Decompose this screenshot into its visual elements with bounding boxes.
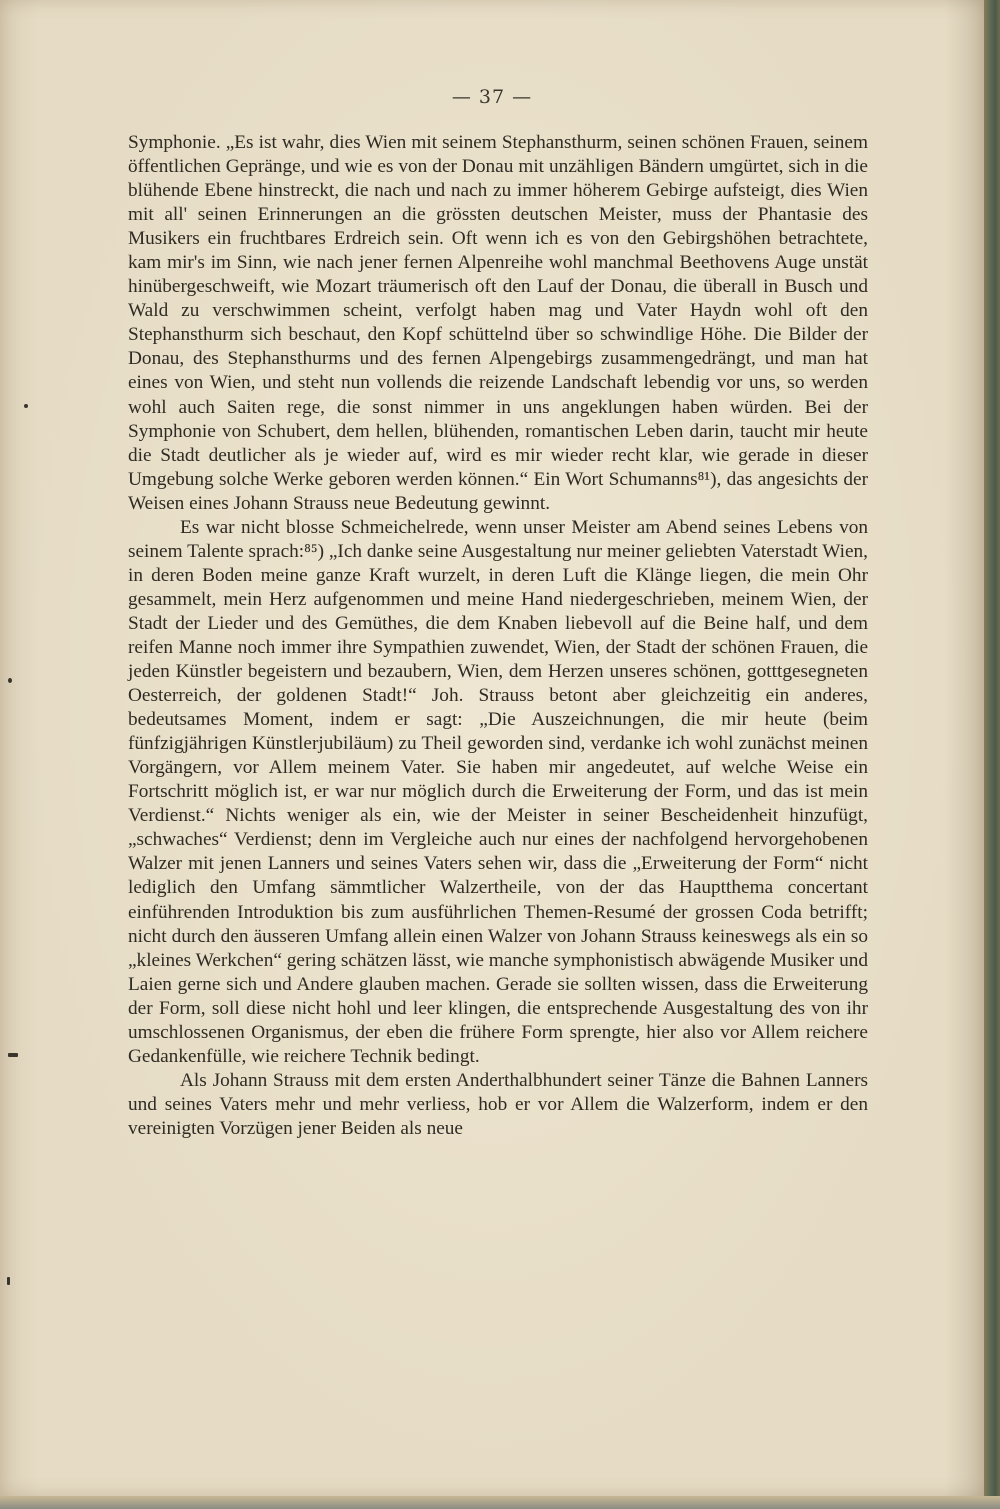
page-bottom-edge	[0, 1496, 1000, 1509]
paragraph: Als Johann Strauss mit dem ersten Anderthalbhundert seiner Tänze die Bahnen Lanners und seines Vaters mehr und mehr verliess, hob er vor Allem die Walzerform, indem er den vereinigten Vorzügen jener Beiden als neue	[128, 1069, 868, 1139]
margin-mark	[8, 678, 12, 683]
paragraph: Es war nicht blosse Schmeichelrede, wenn unser Meister am Abend seines Lebens von seinem Talente sprach:⁸⁵) „Ich danke seine Ausgestaltung nur meiner geliebten Vaterstadt Wien, in deren Boden meine ganze Kraft wurzelt, in deren Luft die Klänge liegen, die mein Ohr gesammelt, mein Herz aufgenommen und meine Hand niedergeschrieben, meinem Wien, der Stadt der Lieder und des Gemüthes, die dem Knaben liebevoll auf die Beine half, und dem reifen Manne noch immer ihre Sympathien zuwendet, Wien, der Stadt der schönen Frauen, die jeden Künstler begeistern und bezaubern, Wien, dem Herzen unseres schönen, gotttgesegneten Oesterreich, der goldenen Stadt!“ Joh. Strauss betont aber gleichzeitig ein anderes, bedeutsames Moment, indem er sagt: „Die Auszeichnungen, die mir heute (beim fünfzigjährigen Künstlerjubiläum) zu Theil geworden sind, verdanke ich wohl zunächst meinen Vorgängern, vor Allem meinem Vater. Sie haben mir angedeutet, auf welche Weise ein Fortschritt möglich ist, er war nur möglich durch die Erweiterung der Form, und das ist mein Verdienst.“ Nichts weniger als ein, wie der Meister in seiner Bescheidenheit hinzufügt, „schwaches“ Verdienst; denn im Vergleiche auch nur eines der nachfolgend hervorgehobenen Walzer mit jenen Lanners und seines Vaters sehen wir, dass die „Erweiterung der Form“ nicht lediglich den Umfang sämmtlicher Walzertheile, von der das Hauptthema concertant einführenden Introduktion bis zum ausführlichen Themen-Resumé der grossen Coda betrifft; nicht durch den äusseren Umfang allein einen Walzer von Johann Strauss keineswegs als ein so „kleines Werkchen“ gering schätzen lässt, wie manche symphonistisch abwägende Musiker und Laien gerne sich und Andere glauben machen. Gerade sie sollten wissen, dass die Erweiterung der Form, soll diese nicht hohl und leer klingen, die entsprechende Ausgestaltung des von ihr umschlossenen Organismus, der eben die frühere Form sprengte, hier also vor Allem reichere Gedankenfülle, wie reichere Technik bedingt.	[128, 516, 868, 1067]
paragraph-continued: Symphonie. „Es ist wahr, dies Wien mit seinem Stephansthurm, seinen schönen Frauen, seinem öffentlichen Gepränge, und wie es von der Donau mit unzähligen Bändern umgürtet, sich in die blühende Ebene hinstreckt, die nach und nach zu immer höherem Gebirge aufsteigt, dies Wien mit all' seinen Erinnerungen an die grössten deutschen Meister, muss der Phantasie des Musikers ein fruchtbares Erdreich sein. Oft wenn ich es von den Gebirgshöhen betrachtete, kam mir's im Sinn, wie nach jener fernen Alpenreihe wohl manchmal Beethovens Auge unstät hinübergeschweift, wie Mozart träumerisch oft den Lauf der Donau, die überall in Busch und Wald zu verschwimmen scheint, verfolgt haben mag und Vater Haydn wohl oft den Stephansthurm sich beschaut, den Kopf schüttelnd über so schwindlige Höhe. Die Bilder der Donau, des Stephansthurms und des fernen Alpengebirgs zusammengedrängt, und man hat eines von Wien, und steht nun vollends die reizende Landschaft lebendig vor uns, so werden wohl auch Saiten rege, die sonst nimmer in uns angeklungen haben würden. Bei der Symphonie von Schubert, dem hellen, blühenden, romantischen Leben darin, taucht mir heute die Stadt deutlicher als je wieder auf, wird es mir wieder recht klar, wie gerade in dieser Umgebung solche Werke geboren werden können.“ Ein Wort Schumanns⁸¹), das angesichts der Weisen eines Johann Strauss neue Bedeutung gewinnt.	[128, 132, 868, 514]
book-binding-edge	[984, 0, 1000, 1509]
page-number: — 37 —	[451, 86, 533, 108]
margin-mark	[8, 1053, 18, 1057]
margin-mark	[24, 404, 28, 408]
margin-mark	[7, 1277, 10, 1285]
body-text	[128, 131, 868, 1141]
